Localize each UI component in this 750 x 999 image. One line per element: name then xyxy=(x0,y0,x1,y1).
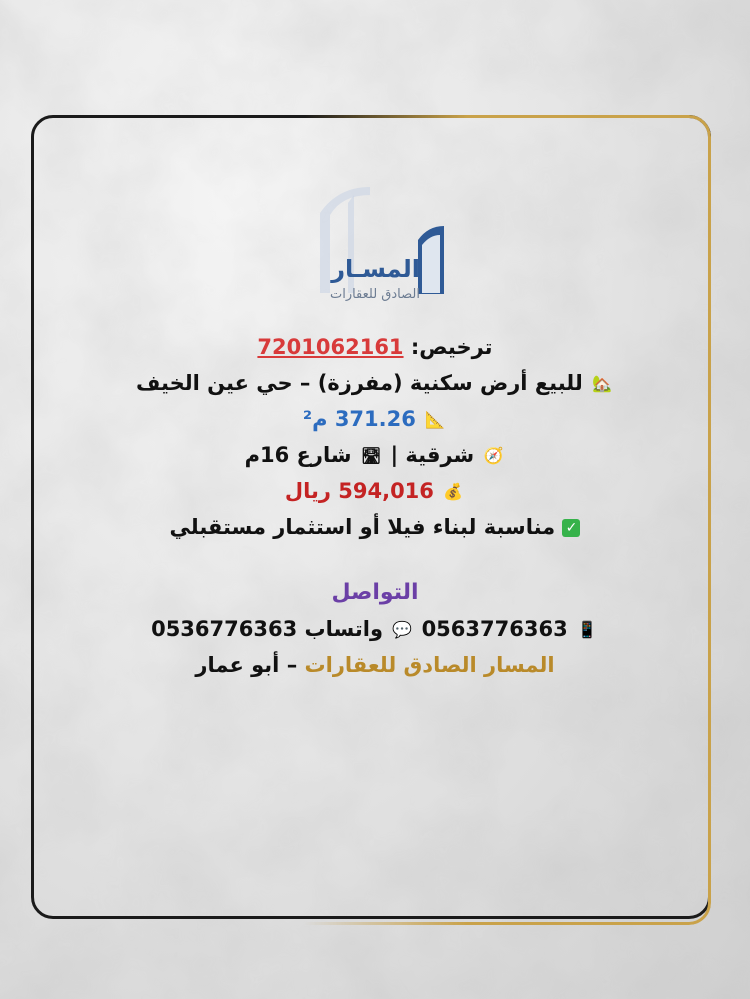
money-bag-icon: 💰 xyxy=(443,482,464,501)
currency: ريال xyxy=(284,479,331,503)
suitability-text: مناسبة لبناء فيلا أو استثمار مستقبلي xyxy=(169,515,556,539)
whatsapp-number[interactable]: 0536776363 xyxy=(151,617,298,641)
compass-icon: 🧭 xyxy=(483,446,504,465)
contact-heading: التواصل xyxy=(331,580,419,605)
separator: | xyxy=(390,443,399,467)
phone-number[interactable]: 0563776363 xyxy=(421,617,568,641)
facing-line xyxy=(0,438,750,474)
dash: – xyxy=(286,653,298,677)
area-line xyxy=(0,402,750,438)
facing-text: شرقية xyxy=(405,443,475,467)
headline-line xyxy=(0,366,750,402)
license-label: ترخيص: xyxy=(410,335,493,359)
logo-subtitle: الصادق للعقارات xyxy=(329,287,420,302)
ruler-icon: 📐 xyxy=(425,410,446,429)
whatsapp-label: واتساب xyxy=(304,617,384,641)
license-number: 7201062161 xyxy=(257,335,404,359)
street-text: شارع 16م xyxy=(244,443,352,467)
price-line xyxy=(0,474,750,510)
agency-name: المسار الصادق للعقارات xyxy=(304,653,555,677)
area-unit: م² xyxy=(302,407,328,431)
price-value: 594,016 xyxy=(338,479,434,503)
agent-name: أبو عمار xyxy=(195,653,280,677)
mobile-phone-icon: 📱 xyxy=(577,620,597,639)
license-line xyxy=(0,330,750,366)
logo-title: المسـار xyxy=(331,255,420,283)
speech-bubble-icon: 💬 xyxy=(392,620,413,639)
agency-line xyxy=(0,648,750,684)
company-logo xyxy=(300,185,460,305)
road-icon: 🛣 xyxy=(360,446,382,465)
phone-line xyxy=(0,612,750,648)
area-value: 371.26 xyxy=(334,407,416,431)
headline-text: للبيع أرض سكنية (مفرزة) – حي عين الخيف xyxy=(136,371,583,395)
listing-content xyxy=(0,330,750,684)
house-icon: 🏡 xyxy=(592,374,612,393)
suitability-line xyxy=(0,510,750,546)
check-icon: ✓ xyxy=(562,519,580,537)
